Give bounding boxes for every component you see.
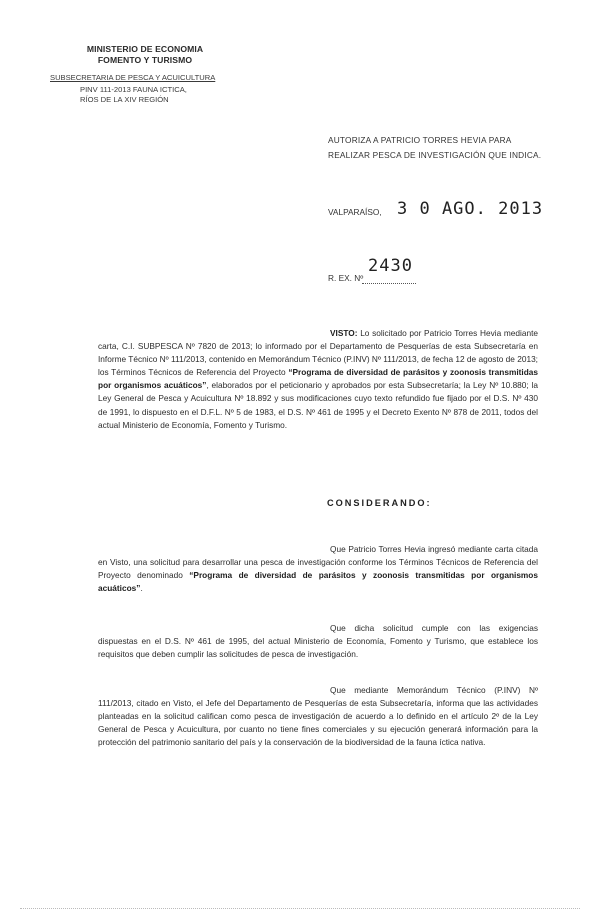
undersecretariat: SUBSECRETARIA DE PESCA Y ACUICULTURA	[50, 73, 216, 82]
letterhead	[40, 44, 250, 66]
visto-label: VISTO:	[330, 328, 358, 338]
considerando-paragraph-2: Que dicha solicitud cumple con las exigencias dispuestas en el D.S. Nº 461 de 1995, del actual Ministerio de Economía, Fomento y Turismo, que establece los requisitos que deben cumplir las solicitudes de pesca de investigación.	[98, 623, 538, 660]
scan-edge-artifact	[20, 908, 580, 910]
visto-text-a: Lo solicitado por Patricio Torres Hevia mediante carta, C.I. SUBPESCA Nº 7820 de 2013; lo informado por el Departamento de Pesquerías de esta Subsecretaría en Informe Técnico Nº 111/2013, contenido en Memorándum Técnico (P.INV) Nº 111/2013, de fecha 12 de agosto de 2013; los Términos Técnicos de Referencia del Proyecto	[98, 328, 538, 378]
visto-project-title: “Programa de diversidad de parásitos y zoonosis transmitidas por organismos acuáticos”	[98, 367, 538, 391]
ministry-name-line2: FOMENTO Y TURISMO	[97, 55, 193, 65]
subject-line-1: AUTORIZA A PATRICIO TORRES HEVIA PARA	[328, 135, 512, 145]
resolution-label: R. EX. Nº	[328, 273, 364, 283]
visto-paragraph	[98, 327, 538, 432]
considerando-heading: CONSIDERANDO:	[327, 498, 432, 508]
c1-project-title: “Programa de diversidad de parásitos y zoonosis transmitidas por organismos acuáticos”	[98, 570, 538, 594]
subject-line-2: REALIZAR PESCA DE INVESTIGACIÓN QUE INDICA.	[328, 150, 542, 160]
resolution-number: 2430	[368, 256, 413, 276]
reference-region: RÍOS DE LA XIV REGIÓN	[80, 95, 169, 104]
place-label: VALPARAÍSO,	[328, 207, 382, 217]
reference-code: PINV 111-2013 FAUNA ICTICA,	[80, 85, 187, 94]
document-subject	[328, 133, 558, 163]
c1-text-b: .	[140, 583, 143, 594]
visto-text-b: , elaborados por el peticionario y aprobados por esta Subsecretaría; la Ley Nº 10.880; la Ley General de Pesca y Acuicultura Nº 18.892 y sus modificaciones cuyo texto refundido fue fijado por el D.S. Nº 430 de 1991, lo dispuesto en el D.F.L. Nº 5 de 1983, el D.S. Nº 461 de 1995 y el Decreto Exento Nº 878 de 2011, todos del actual Ministerio de Economía, Fomento y Turismo.	[98, 380, 538, 430]
c1-text-a: Que Patricio Torres Hevia ingresó mediante carta citada en Visto, una solicitud para desarrollar una pesca de investigación conforme los Términos Técnicos de Referencia del Proyecto denominado	[98, 544, 538, 581]
considerando-paragraph-1	[98, 543, 538, 595]
date-stamp: 3 0 AGO. 2013	[397, 199, 544, 219]
considerando-paragraph-3: Que mediante Memorándum Técnico (P.INV) Nº 111/2013, citado en Visto, el Jefe del Departamento de Pesquerías de esta Subsecretaría, informa que las actividades planteadas en la solicitud califican como pesca de investigación de acuerdo a lo definido en el artículo 2º de la Ley General de Pesca y Acuicultura, por cuanto no tiene fines comerciales y su ejecución generará información para la protección del patrimonio sanitario del país y la conservación de la biodiversidad de la fauna íctica nativa.	[98, 685, 538, 748]
ministry-name: MINISTERIO DE ECONOMIA	[86, 44, 204, 54]
